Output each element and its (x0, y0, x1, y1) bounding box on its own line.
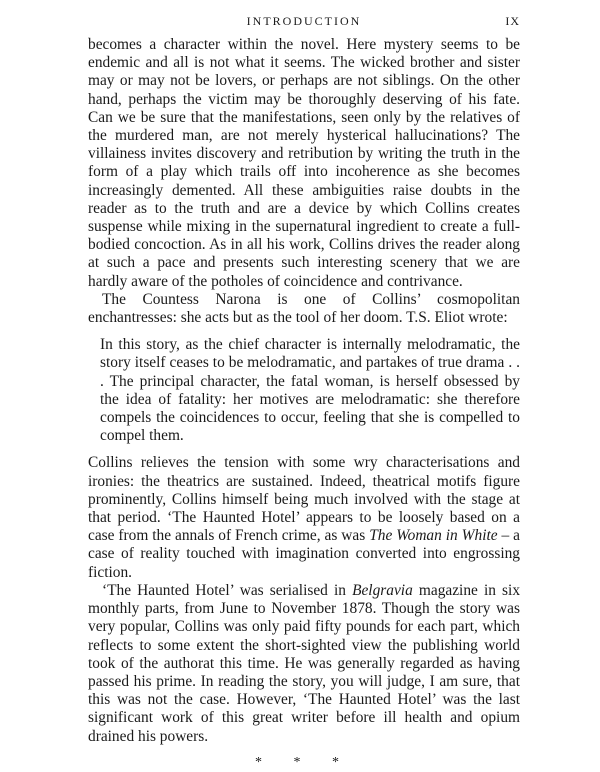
paragraph (88, 582, 520, 746)
italic-title: Belgravia (352, 581, 413, 599)
page-number: IX (505, 14, 520, 28)
italic-title: The Woman in White (369, 527, 498, 545)
text-run: magazine in six monthly parts, from June to November 1878. Though the story was very popular, Collins was only paid fifty pounds for each part, which reflects to some extent the short-sighted view the publishing world took of the authorat this time. He was generally regarded as having passed his prime. In reading the story, you will judge, I am sure, that this was not the case. However, ‘The Haunted Hotel’ was the last significant work of this great writer before ill health and opium drained his powers. (88, 581, 521, 745)
running-head: INTRODUCTION (246, 14, 362, 28)
block-quote (100, 336, 520, 445)
text-run: becomes a character within the novel. Here mystery seems to be endemic and all is not what it seems. The wicked brother and sister may or may not be lovers, or perhaps are not siblings. On the other hand, perhaps the victim may be thoroughly deserving of his fate. Can we be sure that the manifestations, seen only by the relatives of the murdered man, are not merely hysterical hallucinations? The villainess invites discovery and retribution by writing the truth in the form of a play which trails off into incoherence as she becomes increasingly demented. All these ambiguities raise doubts in the reader as to the truth and are a device by which Collins creates suspense while mixing in the supernatural ingredient to create a full-bodied concoction. As in all his work, Collins drives the reader along at such a pace and presents such interesting scenery that we are hardly aware of the potholes of coincidence and contrivance. (88, 36, 520, 290)
section-break: * * * (255, 754, 353, 770)
paragraph (88, 36, 520, 291)
page-body (88, 36, 520, 772)
text-run: In this story, as the chief character is internally melodramatic, the story itself ceases to be melodramatic, and partakes of true drama . . . The principal character, the fatal woman, is herself obsessed by the idea of fatality: her motives are melodramatic: she therefore compels the coincidences to occur, feeling that she is compelled to compel them. (100, 336, 520, 445)
text-run: Collins relieves the tension with some wry characterisations and ironies: the theatrics are sustained. Indeed, theatrical motifs figure prominently, Collins himself being much involved with the stage at that period. ‘The Haunted Hotel’ appears to be loosely based on a case from the annals of French crime, as was (88, 454, 520, 545)
page-header (88, 14, 520, 32)
paragraph (88, 454, 520, 581)
paragraph (88, 291, 520, 327)
text-run: The Countess Narona is one of Collins’ cosmopolitan enchantresses: she acts but as the tool of her doom. T.S. Eliot wrote: (88, 290, 520, 327)
text-run: ‘The Haunted Hotel’ was serialised in (102, 581, 353, 599)
text-run: – a case of reality touched with imagination converted into engrossing fiction. (88, 527, 520, 581)
